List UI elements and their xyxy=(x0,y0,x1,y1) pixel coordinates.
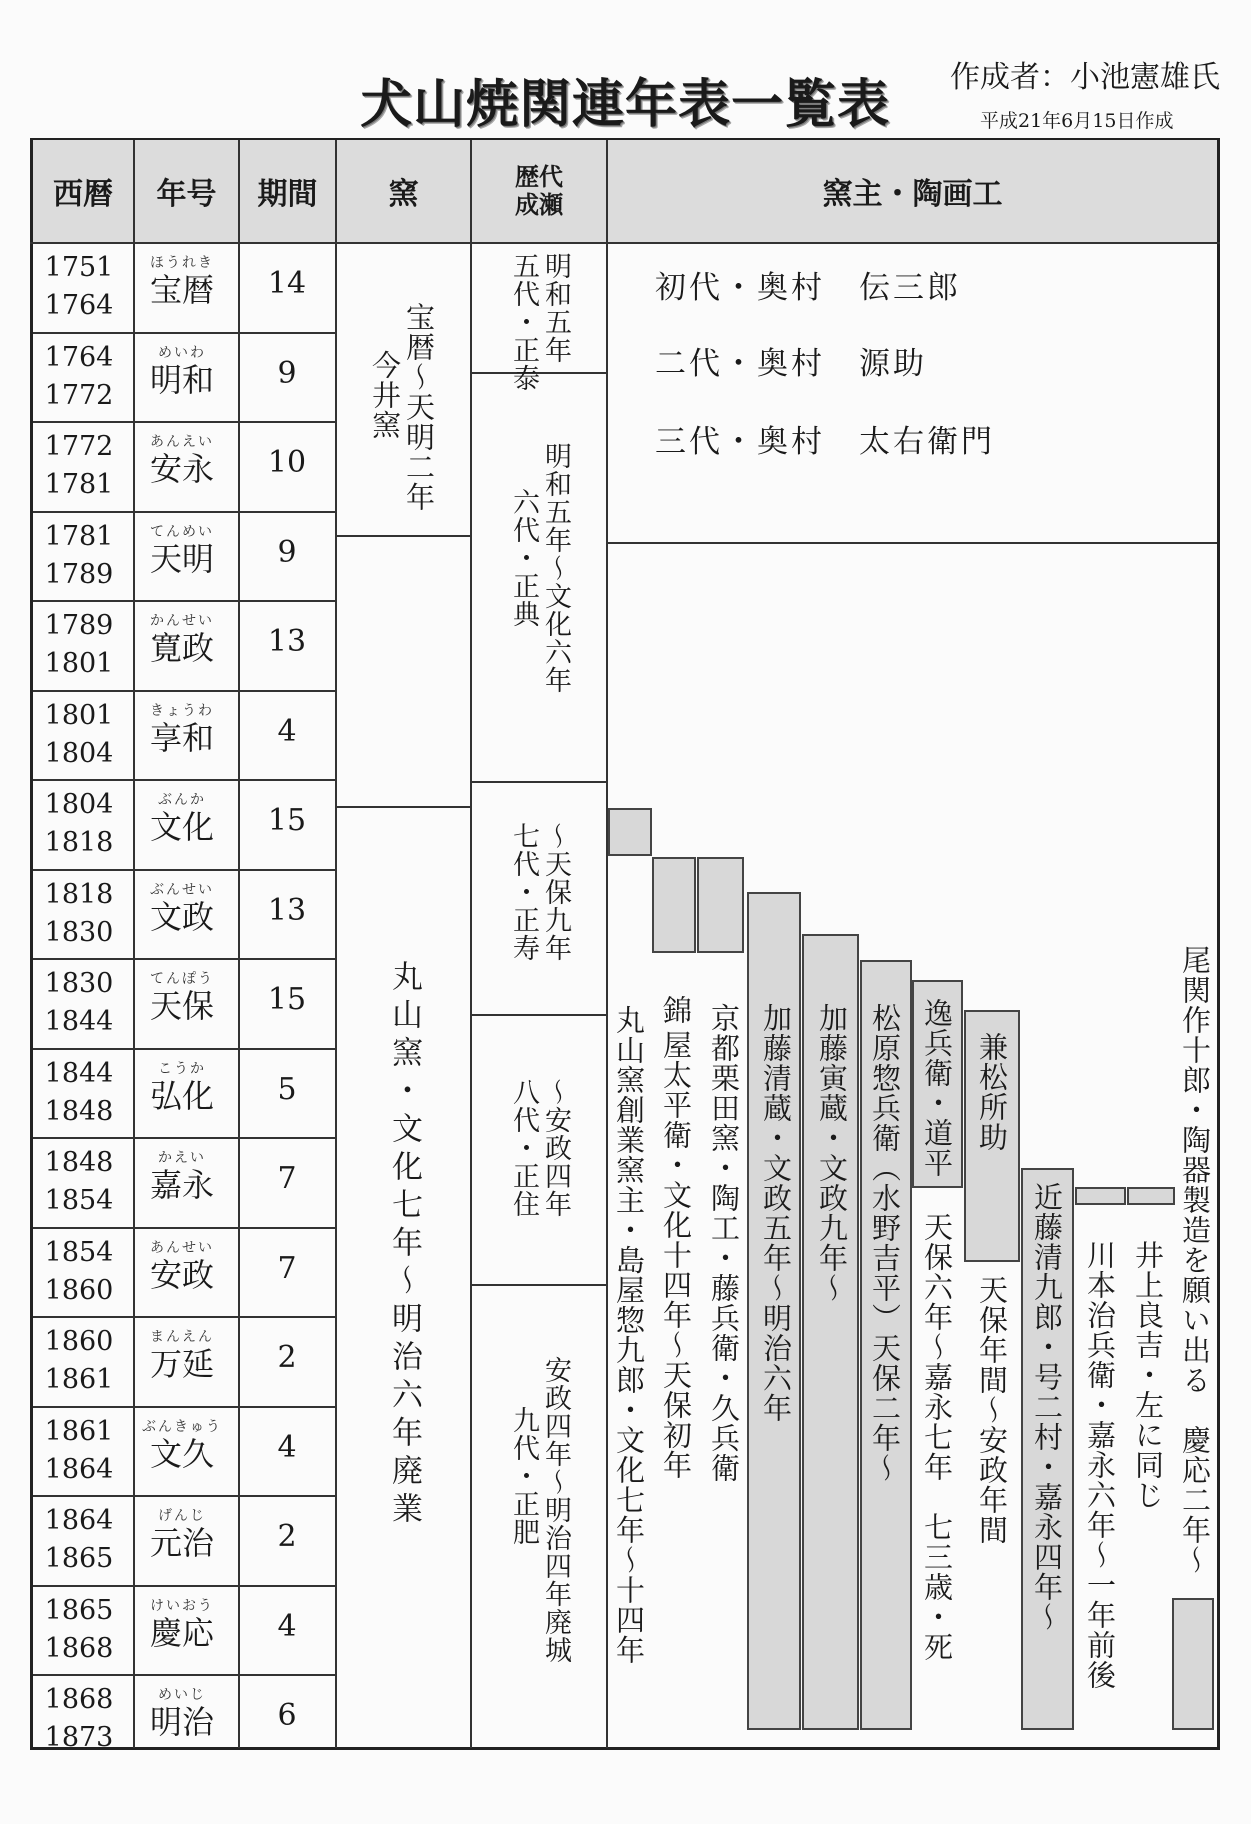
year-start: 1860 xyxy=(44,1326,114,1357)
row-divider xyxy=(33,511,335,513)
era-duration: 14 xyxy=(267,266,307,301)
row-divider xyxy=(33,690,335,692)
era-name xyxy=(136,1505,228,1563)
era-name xyxy=(136,968,228,1026)
era-name xyxy=(136,1237,228,1295)
era-label: 慶応 xyxy=(149,1614,214,1652)
year-start: 1781 xyxy=(44,521,114,552)
era-reading: ほうれき xyxy=(150,255,214,271)
year-start: 1818 xyxy=(44,879,114,910)
era-name xyxy=(136,1326,228,1384)
col-divider xyxy=(470,140,472,1748)
row-divider xyxy=(33,1137,335,1139)
year-range xyxy=(42,428,116,504)
naruse-gen9-name: 九代・正肥 xyxy=(508,1406,539,1546)
naruse-gen9-years: 安政四年～明治四年廃城 xyxy=(540,1356,571,1664)
naruse-gen7-name: 七代・正寿 xyxy=(508,822,539,962)
year-end: 1860 xyxy=(44,1275,114,1306)
era-label: 嘉永 xyxy=(149,1166,214,1204)
year-end: 1861 xyxy=(44,1364,114,1395)
row-divider xyxy=(33,1316,335,1318)
potter-okumura-3: 三代・奥村 太右衛門 xyxy=(655,424,995,460)
era-reading: あんえい xyxy=(150,434,214,450)
era-name xyxy=(136,700,228,758)
imai-kiln-name: 今井窯 xyxy=(368,350,402,440)
era-reading: げんじ xyxy=(158,1508,206,1524)
naruse-gen8-name: 八代・正住 xyxy=(508,1078,539,1218)
year-start: 1764 xyxy=(44,342,114,373)
potter-kondo: 近藤清九郎・号二村・嘉永四年～ xyxy=(1030,1182,1064,1632)
year-range xyxy=(42,1592,116,1668)
naruse-gen5-name: 五代・正泰 xyxy=(508,252,539,392)
row-divider xyxy=(33,421,335,423)
year-range xyxy=(42,1055,116,1131)
timeline-bar-ozeki xyxy=(1172,1598,1214,1730)
potter-kanematsu-years: 天保年間～安政年間 xyxy=(975,1275,1009,1545)
year-start: 1848 xyxy=(44,1147,114,1178)
naruse-gen6-years: 明和五年～文化六年 xyxy=(540,442,571,694)
header-year: 西暦 xyxy=(33,140,133,242)
header-divider xyxy=(30,242,1220,244)
row-divider xyxy=(33,1495,335,1497)
naruse-divider xyxy=(472,1014,606,1016)
row-divider xyxy=(33,958,335,960)
era-duration: 15 xyxy=(267,982,307,1017)
page-title: 犬山焼関連年表一覧表 xyxy=(360,75,891,135)
potter-kawamoto: 川本治兵衛・嘉永六年～一年前後 xyxy=(1083,1240,1117,1690)
author-label: 作成者：小池憲雄氏 xyxy=(950,60,1220,95)
era-reading: てんめい xyxy=(150,524,214,540)
year-end: 1844 xyxy=(44,1006,114,1037)
potter-itsubee-years: 天保六年～嘉永七年 七三歳・死 xyxy=(920,1212,954,1662)
era-duration: 5 xyxy=(277,1072,297,1107)
year-range xyxy=(42,1681,116,1757)
naruse-gen5-years: 明和五年 xyxy=(540,252,571,364)
row-divider xyxy=(33,600,335,602)
year-end: 1864 xyxy=(44,1454,114,1485)
potter-okumura-2: 二代・奥村 源助 xyxy=(655,346,927,382)
era-label: 元治 xyxy=(149,1524,214,1562)
era-reading: けいおう xyxy=(150,1598,214,1614)
era-label: 文久 xyxy=(149,1435,214,1473)
era-name xyxy=(136,879,228,937)
era-label: 天明 xyxy=(149,540,214,578)
year-range xyxy=(42,339,116,415)
kiln-divider xyxy=(337,535,470,537)
header-naruse-line1: 歴代 xyxy=(515,163,563,191)
era-reading: きょうわ xyxy=(150,703,214,719)
timeline-bar-nishikiya xyxy=(652,857,696,953)
timeline-bar-kyoto xyxy=(697,857,744,953)
year-end: 1848 xyxy=(44,1096,114,1127)
year-range xyxy=(42,965,116,1041)
row-divider xyxy=(33,869,335,871)
era-reading: てんぽう xyxy=(150,971,214,987)
era-name xyxy=(136,1058,228,1116)
year-start: 1804 xyxy=(44,789,114,820)
masters-divider xyxy=(608,542,1217,544)
era-label: 万延 xyxy=(149,1345,214,1383)
era-duration: 4 xyxy=(277,714,297,749)
year-start: 1751 xyxy=(44,252,114,283)
year-range xyxy=(42,786,116,862)
year-end: 1789 xyxy=(44,559,114,590)
col-divider xyxy=(606,140,608,1748)
year-start: 1772 xyxy=(44,431,114,462)
era-label: 宝暦 xyxy=(149,271,214,309)
naruse-gen8-years: ～安政四年 xyxy=(540,1078,571,1218)
naruse-divider xyxy=(472,1284,606,1286)
potter-ozeki: 尾関作十郎・陶器製造を願い出る 慶応二年～ xyxy=(1178,945,1212,1575)
era-reading: まんえん xyxy=(150,1329,214,1345)
year-end: 1868 xyxy=(44,1633,114,1664)
year-range xyxy=(42,1234,116,1310)
era-duration: 10 xyxy=(267,445,307,480)
year-range xyxy=(42,876,116,952)
naruse-gen6-name: 六代・正典 xyxy=(508,488,539,628)
year-end: 1781 xyxy=(44,469,114,500)
year-end: 1873 xyxy=(44,1722,114,1753)
potter-matsubara: 松原惣兵衛（水野吉平）天保二年～ xyxy=(868,1003,902,1483)
potter-nishikiya-head: 錦 xyxy=(659,995,693,1025)
era-duration: 13 xyxy=(267,893,307,928)
era-reading: かえい xyxy=(158,1150,206,1166)
era-name xyxy=(136,1684,228,1742)
era-label: 安永 xyxy=(149,450,214,488)
year-end: 1854 xyxy=(44,1185,114,1216)
potter-kato-seizo: 加藤清蔵・文政五年～明治六年 xyxy=(759,1003,793,1423)
era-name xyxy=(136,1416,228,1474)
maruyama-kiln: 丸山窯・文化七年～明治六年廃業 xyxy=(386,960,422,1530)
year-end: 1865 xyxy=(44,1543,114,1574)
row-divider xyxy=(33,1406,335,1408)
era-reading: めいじ xyxy=(158,1687,206,1703)
era-label: 文政 xyxy=(149,898,214,936)
header-naruse xyxy=(472,140,606,242)
era-duration: 2 xyxy=(277,1340,297,1375)
year-start: 1864 xyxy=(44,1505,114,1536)
creation-date: 平成21年6月15日作成 xyxy=(980,110,1174,132)
era-duration: 9 xyxy=(277,535,297,570)
era-name xyxy=(136,1595,228,1653)
naruse-divider xyxy=(472,372,606,374)
era-reading: かんせい xyxy=(150,613,214,629)
year-end: 1772 xyxy=(44,380,114,411)
year-start: 1868 xyxy=(44,1684,114,1715)
era-label: 明和 xyxy=(149,361,214,399)
era-name xyxy=(136,610,228,668)
era-label: 天保 xyxy=(149,987,214,1025)
year-range xyxy=(42,697,116,773)
year-end: 1804 xyxy=(44,738,114,769)
col-divider xyxy=(238,140,240,1748)
era-label: 弘化 xyxy=(149,1077,214,1115)
year-start: 1844 xyxy=(44,1058,114,1089)
year-range xyxy=(42,1323,116,1399)
row-divider xyxy=(33,1674,335,1676)
row-divider xyxy=(33,1227,335,1229)
era-name xyxy=(136,252,228,310)
header-kiln: 窯 xyxy=(337,140,470,242)
era-name xyxy=(136,789,228,847)
era-reading: あんせい xyxy=(150,1240,214,1256)
row-divider xyxy=(33,1048,335,1050)
col-divider xyxy=(133,140,135,1748)
era-duration: 4 xyxy=(277,1430,297,1465)
era-duration: 6 xyxy=(277,1698,297,1733)
year-start: 1865 xyxy=(44,1595,114,1626)
year-end: 1764 xyxy=(44,290,114,321)
era-duration: 7 xyxy=(277,1161,297,1196)
year-range xyxy=(42,249,116,325)
row-divider xyxy=(33,1585,335,1587)
era-name xyxy=(136,431,228,489)
potter-kato-torazo: 加藤寅蔵・文政九年～ xyxy=(815,1003,849,1303)
header-period: 期間 xyxy=(240,140,335,242)
potter-kanematsu: 兼松所助 xyxy=(975,1032,1009,1152)
potter-inoue: 井上良吉・左に同じ xyxy=(1131,1240,1165,1510)
header-naruse-line2: 成瀬 xyxy=(515,191,563,219)
potter-okumura-1: 初代・奥村 伝三郎 xyxy=(655,270,961,306)
header-era: 年号 xyxy=(135,140,238,242)
potter-shimaya: 丸山窯創業窯主・島屋惣九郎・文化七年～十四年 xyxy=(612,1005,646,1665)
year-range xyxy=(42,1502,116,1578)
year-start: 1854 xyxy=(44,1237,114,1268)
era-label: 享和 xyxy=(149,719,214,757)
year-end: 1801 xyxy=(44,648,114,679)
potter-nishikiya: 屋太平衛・文化十四年～天保初年 xyxy=(659,1030,693,1480)
year-start: 1789 xyxy=(44,610,114,641)
era-duration: 2 xyxy=(277,1519,297,1554)
row-divider xyxy=(33,332,335,334)
year-start: 1861 xyxy=(44,1416,114,1447)
timeline-bar-kawamoto xyxy=(1075,1187,1126,1205)
potter-kyoto-awata: 京都栗田窯・陶工・藤兵衛・久兵衛 xyxy=(707,1003,741,1483)
era-duration: 9 xyxy=(277,356,297,391)
era-duration: 4 xyxy=(277,1609,297,1644)
potter-itsubee: 逸兵衛・道平 xyxy=(920,998,954,1178)
era-label: 安政 xyxy=(149,1256,214,1294)
era-duration: 7 xyxy=(277,1251,297,1286)
col-divider xyxy=(335,140,337,1748)
era-label: 明治 xyxy=(149,1703,214,1741)
naruse-gen7-years: ～天保九年 xyxy=(540,822,571,962)
timeline-bar-shimaya xyxy=(608,808,652,856)
era-label: 寛政 xyxy=(149,629,214,667)
year-range xyxy=(42,1144,116,1220)
era-reading: ぶんきゅう xyxy=(142,1419,222,1435)
era-name xyxy=(136,521,228,579)
era-label: 文化 xyxy=(149,808,214,846)
era-duration: 15 xyxy=(267,803,307,838)
row-divider xyxy=(33,779,335,781)
era-name xyxy=(136,1147,228,1205)
naruse-divider xyxy=(472,781,606,783)
era-reading: こうか xyxy=(158,1061,206,1077)
year-end: 1830 xyxy=(44,917,114,948)
kiln-divider xyxy=(337,806,470,808)
era-reading: ぶんか xyxy=(158,792,206,808)
era-duration: 13 xyxy=(267,624,307,659)
era-reading: めいわ xyxy=(158,345,206,361)
year-start: 1830 xyxy=(44,968,114,999)
year-range xyxy=(42,518,116,594)
year-end: 1818 xyxy=(44,827,114,858)
era-reading: ぶんせい xyxy=(150,882,214,898)
imai-kiln-years: 宝暦～天明二年 xyxy=(402,302,436,512)
year-range xyxy=(42,1413,116,1489)
timeline-bar-inoue xyxy=(1127,1187,1175,1205)
year-start: 1801 xyxy=(44,700,114,731)
era-name xyxy=(136,342,228,400)
header-masters: 窯主・陶画工 xyxy=(608,140,1217,242)
year-range xyxy=(42,607,116,683)
